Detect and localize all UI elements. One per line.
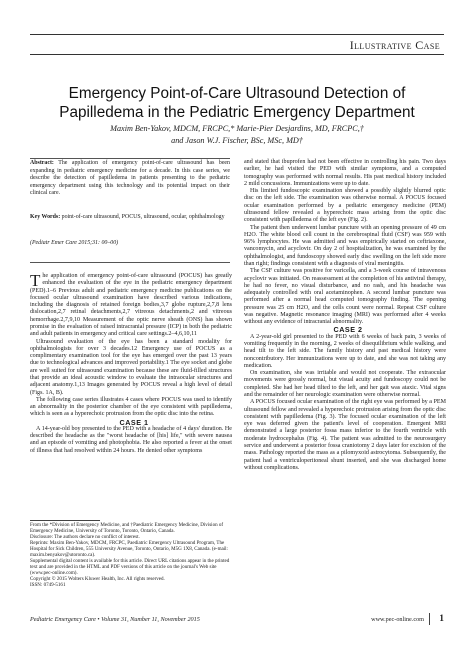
intro-paragraph-1-text: he application of emergency point-of-care ultrasound (POCUS) has greatly enhanced the evaluation of the eye in the pediatric emergency department (PED).1–6 Previous adult and pediatric emergency medicine publications on the focused ocular ultrasound examination have described various indications, including the diagnosis of retained foreign bodies,3,7 globe rupture,2,7,8 lens dislocation,2,7 retinal detachments,2,7 vitreous detachments,2 and vitreous hemorrhage.2,7,9,10 Measurement of the optic nerve sheath (ONS) has shown promise in the evaluation of raised intracranial pressure (ICP) in both the pediatric and adult patients in emergency and critical care settings.2–4,6,10,11 [30, 273, 232, 338]
intro-paragraph-3: The following case series illustrates 4 cases where POCUS was used to identify an abnormality in the posterior chamber of the eye consistent with papilledema, which is seen as a hyperechoic protrusion from the optic disc into the retina. [30, 396, 232, 418]
case1-paragraph-2: and stated that ibuprofen had not been effective in controlling his pain. Two days earlier, he had visited the PED with similar symptoms, and a computed tomography was performed with normal results. His past medical history included 2 mild concussions. Immunizations were up to date. [244, 159, 446, 187]
authors-line-2: and Jason W.J. Fischer, BSc, MSc, MD† [171, 135, 303, 145]
footnote-issn: ISSN: 0749-5161 [30, 581, 66, 588]
footnote-copyright: Copyright © 2015 Wolters Kluwer Health, Inc. All rights reserved. [30, 575, 165, 582]
abstract-label: Abstract: [30, 160, 54, 166]
article-authors [36, 123, 438, 146]
footnote-supplemental: Supplemental digital content is available for this article. Direct URL citations appear in the printed text and are provided in the HTML and PDF versions of this article on the journal's Web site (www.pec-online.com). [30, 557, 230, 576]
keywords-text: point-of-care ultrasound, POCUS, ultrasound, ocular, ophthalmology [61, 214, 225, 220]
authors-line-1: Maxim Ben-Yakov, MDCM, FRCPC,* Marie-Pier Desjardins, MD, FRCPC,† [110, 124, 364, 133]
header-bottom-rule [30, 54, 444, 55]
case2-heading: CASE 2 [333, 325, 363, 335]
case1-paragraph-3: His limited fundoscopic examination showed a possibly slightly blurred optic disc on the left side. The examination was otherwise normal. A POCUS focused ocular examination performed by a pediatric emergency medicine (PEM) ultrasound fellow revealed a hyperechoic mass arising from the optic disc consistent with papilledema of the left eye (Fig. 2). [244, 188, 446, 224]
right-column [244, 159, 446, 472]
footnote-reprints: Reprints: Maxim Ben-Yakov, MDCM, FRCPC, Paediatric Emergency Ultrasound Program, The Hospital for Sick Children, 555 University Avenue, Toronto, Ontario, M5G 1X8, Canada. (e-mail: maxim.benyakov@utoronto.ca). [30, 539, 228, 558]
footnote-rule [30, 520, 100, 521]
footer-journal: Pediatric Emergency Care • Volume 31, Number 11, November 2015 [30, 616, 200, 623]
footnotes [30, 523, 232, 588]
footnote-disclosure: Disclosure: The authors declare no conflict of interest. [30, 533, 140, 540]
intro-paragraph-2: Ultrasound evaluation of the eye has been a standard modality for ophthalmologists for over 3 decades.12 Emergency use of POCUS as a complimentary examination tool for the eye has emerged over the past 13 years due to technological advances and improved portability.1 The eye socket and globe are well suited for ultrasound examination because these are fluid-filled structures that provide an ideal acoustic window to evaluate the intraocular structures and adjacent anatomy.1,13 Images generated by POCUS reveal a high level of detail (Figs. 1A, B). [30, 338, 232, 396]
footer-website: www.pec-online.com [371, 616, 424, 623]
abstract [30, 160, 230, 198]
citation: (Pediatr Emer Care 2015;31: 00–00) [30, 240, 119, 246]
intro-paragraph-1 [30, 273, 232, 339]
case1-paragraph-4: The patient then underwent lumbar puncture with an opening pressure of 49 cm H2O. The white blood cell count in the cerebrospinal fluid (CSF) was 959 with 96% lymphocytes. He was admitted and was empirically started on ceftriaxone, vancomycin, and acyclovir. On day 2 of hospitalization, he was examined by the ophthalmologist, and fundoscopy showed early disc swelling on the left side more than right; findings consistent with a diagnosis of viral meningitis. [244, 224, 446, 267]
article-title: Emergency Point-of-Care Ultrasound Detection of Papilledema in the Pediatric Emergency Department [59, 85, 415, 121]
case2-paragraph-1: A 2-year-old girl presented to the PED with 6 weeks of back pain, 3 weeks of vomiting frequently in the morning, 2 weeks of disequilibrium while walking, and head tilt to the left side. The family history and past medical history were noncontributory. Her immunizations were up to date, and she was not taking any medication. [244, 333, 446, 369]
case2-paragraph-2: On examination, she was irritable and would not cooperate. The extraocular movements were grossly normal, but visual acuity and fundoscopy could not be completed. She had her head tilted to the left, and her gait was ataxic. Vital signs and the remainder of her neurologic examination were otherwise normal. [244, 370, 446, 398]
case1-paragraph-5: The CSF culture was positive for varicella, and a 3-week course of intravenous acyclovir was initiated. On reassessment at the completion of his antiviral therapy, he had no fever, no visual disturbance, and no rash, and his headache was adequately controlled with oral acetaminophen. A second lumbar puncture was performed after a normal head computed tomography finding. The opening pressure was 25 cm H2O, and the cells count were normal. Repeat CSF culture was negative. Magnetic resonance imaging (MRI) was performed after 4 weeks without any evidence of intracranial abnormality. [244, 268, 446, 326]
footnote-affiliations: From the *Division of Emergency Medicine, and †Paediatric Emergency Medicine, Division of Emergency Medicine, University of Toronto, Toronto, Ontario, Canada. [30, 522, 224, 534]
keywords-label: Key Words: [30, 214, 61, 220]
left-column [30, 273, 232, 455]
header-top-rule [30, 34, 444, 35]
abstract-text: The application of emergency point-of-care ultrasound has been expanding in pediatric emergency medicine for a decade. In this case series, we describe the detection of papilledema in patients presenting to the pediatric emergency department using this technology and its potential impact on their clinical care. [30, 160, 230, 196]
case2-paragraph-3: A POCUS focused ocular examination of the right eye was performed by a PEM ultrasound fellow and revealed a hyperechoic protrusion arising from the optic disc consistent with papilledema (Fig. 3). The focused ocular examination of the left eye was deferred given the patient's level of cooperation. Emergent MRI demonstrated a large posterior fossa mass inferior to the fourth ventricle with moderate hydrocephalus (Fig. 4). The patient was admitted to the neurosurgery service and underwent a posterior fossa craniotomy 2 days later for excision of the mass. Pathology reported the mass as a pilomyxoid astrocytoma. Subsequently, the patient had a ventriculoperitoneal shunt inserted, and she was discharged home without complications. [244, 399, 446, 471]
article-category: Illustrative Case [349, 38, 440, 52]
footer-separator [429, 613, 430, 625]
case1-heading: CASE 1 [119, 417, 149, 427]
page-number: 1 [439, 614, 444, 624]
dropcap: T [30, 271, 41, 290]
keywords [30, 214, 230, 222]
case1-paragraph-1: A 14-year-old boy presented to the PED with a headache of 4 days' duration. He described the headache as the "worst headache of [his] life," with severe nausea and an episode of vomiting and photophobia. He also reported a fever at the onset of illness that had resolved within 24 hours. He denied other symptoms [30, 425, 232, 454]
